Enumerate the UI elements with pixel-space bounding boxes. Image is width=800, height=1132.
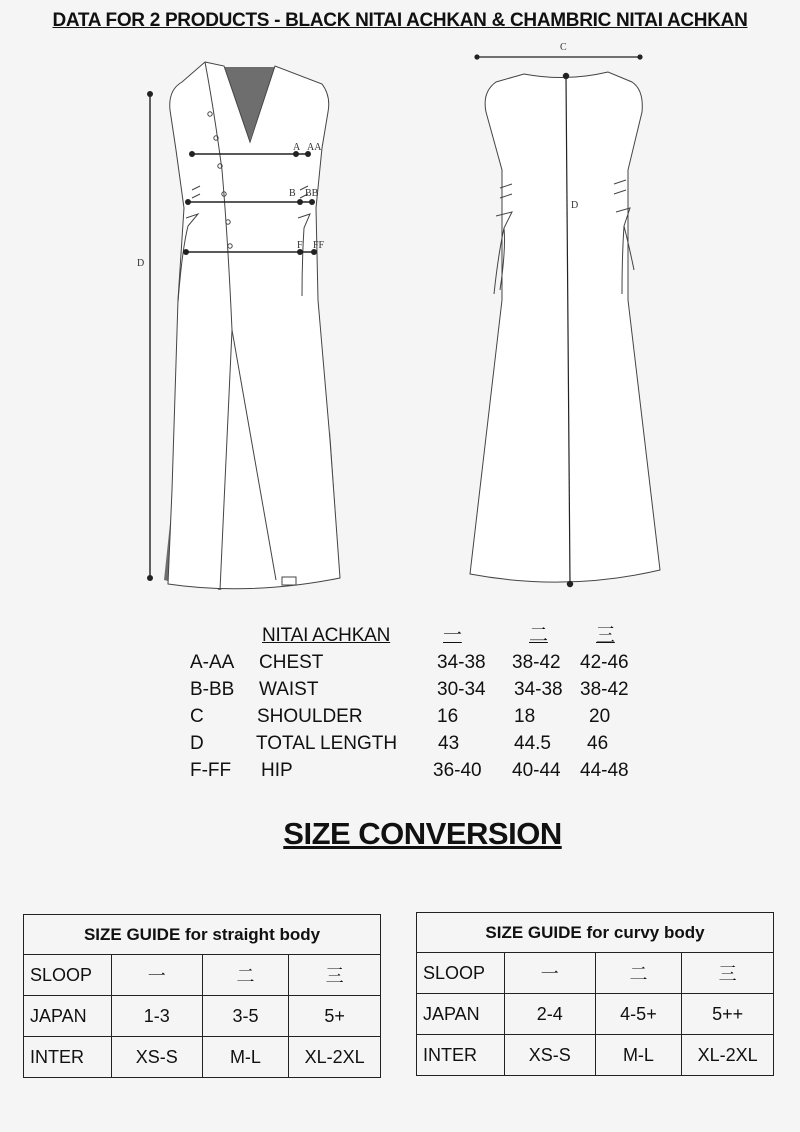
table-cell: 5++ xyxy=(682,994,774,1035)
back-length-label: D xyxy=(571,200,579,211)
row-value: 18 xyxy=(514,706,536,727)
table-cell: XL-2XL xyxy=(682,1035,774,1076)
row-value: 36-40 xyxy=(433,760,482,781)
back-shoulder-label: C xyxy=(560,42,567,53)
table-cell: XS-S xyxy=(111,1037,202,1078)
waist-end-label: BB xyxy=(305,188,319,199)
table-cell: M-L xyxy=(202,1037,289,1078)
row-value: 34-38 xyxy=(437,652,486,673)
row-value: 40-44 xyxy=(512,760,561,781)
row-name: TOTAL LENGTH xyxy=(256,733,398,754)
table-cell: 三 xyxy=(289,955,381,996)
row-value: 42-46 xyxy=(580,652,629,673)
row-value: 34-38 xyxy=(514,679,563,700)
row-name: HIP xyxy=(261,760,293,781)
row-value: 16 xyxy=(437,706,459,727)
size-table-heading: NITAI ACHKAN xyxy=(262,625,391,646)
waist-start-label: B xyxy=(289,188,296,199)
row-code: C xyxy=(190,706,204,727)
row-value: 43 xyxy=(438,733,460,754)
table-row xyxy=(24,1037,381,1078)
hip-start-label: F xyxy=(297,240,303,251)
row-value: 44.5 xyxy=(514,733,551,754)
row-value: 44-48 xyxy=(580,760,629,781)
table-cell: INTER xyxy=(24,1037,112,1078)
table-cell: INTER xyxy=(417,1035,505,1076)
size-guide-straight-table xyxy=(23,914,381,1078)
size-conversion-title: SIZE CONVERSION xyxy=(283,816,562,851)
row-value: 38-42 xyxy=(580,679,629,700)
size-col-1: 一 xyxy=(443,625,462,646)
table-cell: M-L xyxy=(595,1035,682,1076)
table-cell: 2-4 xyxy=(504,994,595,1035)
row-value: 46 xyxy=(587,733,609,754)
size-guide-curvy-table xyxy=(416,912,774,1076)
table-row xyxy=(24,955,381,996)
row-code: D xyxy=(190,733,204,754)
row-name: WAIST xyxy=(259,679,319,700)
table-cell: XS-S xyxy=(504,1035,595,1076)
row-code: B-BB xyxy=(190,679,235,700)
row-code: F-FF xyxy=(190,760,232,781)
table-cell: 一 xyxy=(111,955,202,996)
hip-end-label: FF xyxy=(313,240,325,251)
table-row xyxy=(417,994,774,1035)
size-guide-straight-title: SIZE GUIDE for straight body xyxy=(24,915,381,955)
document-title: DATA FOR 2 PRODUCTS - BLACK NITAI ACHKAN & CHAMBRIC NITAI ACHKAN xyxy=(52,10,748,31)
chest-start-label: A xyxy=(293,142,301,153)
table-cell: 4-5+ xyxy=(595,994,682,1035)
table-cell: 5+ xyxy=(289,996,381,1037)
row-name: CHEST xyxy=(259,652,324,673)
table-cell: JAPAN xyxy=(24,996,112,1037)
table-cell: XL-2XL xyxy=(289,1037,381,1078)
row-value: 30-34 xyxy=(437,679,486,700)
back-view-sketch xyxy=(470,54,660,587)
row-name: SHOULDER xyxy=(257,706,363,727)
table-cell: SLOOP xyxy=(417,953,505,994)
table-cell: 三 xyxy=(682,953,774,994)
row-code: A-AA xyxy=(190,652,235,673)
table-row xyxy=(417,953,774,994)
size-guide-curvy-title: SIZE GUIDE for curvy body xyxy=(417,913,774,953)
table-cell: 一 xyxy=(504,953,595,994)
table-cell: 1-3 xyxy=(111,996,202,1037)
table-cell: 二 xyxy=(202,955,289,996)
table-cell: 3-5 xyxy=(202,996,289,1037)
table-row xyxy=(417,1035,774,1076)
row-value: 38-42 xyxy=(512,652,561,673)
chest-end-label: AA xyxy=(307,142,322,153)
front-length-label: D xyxy=(137,258,145,269)
row-value: 20 xyxy=(589,706,611,727)
table-row xyxy=(24,996,381,1037)
table-cell: 二 xyxy=(595,953,682,994)
size-col-3: 三 xyxy=(596,625,615,646)
table-cell: SLOOP xyxy=(24,955,112,996)
size-col-2: 二 xyxy=(529,625,548,646)
table-cell: JAPAN xyxy=(417,994,505,1035)
